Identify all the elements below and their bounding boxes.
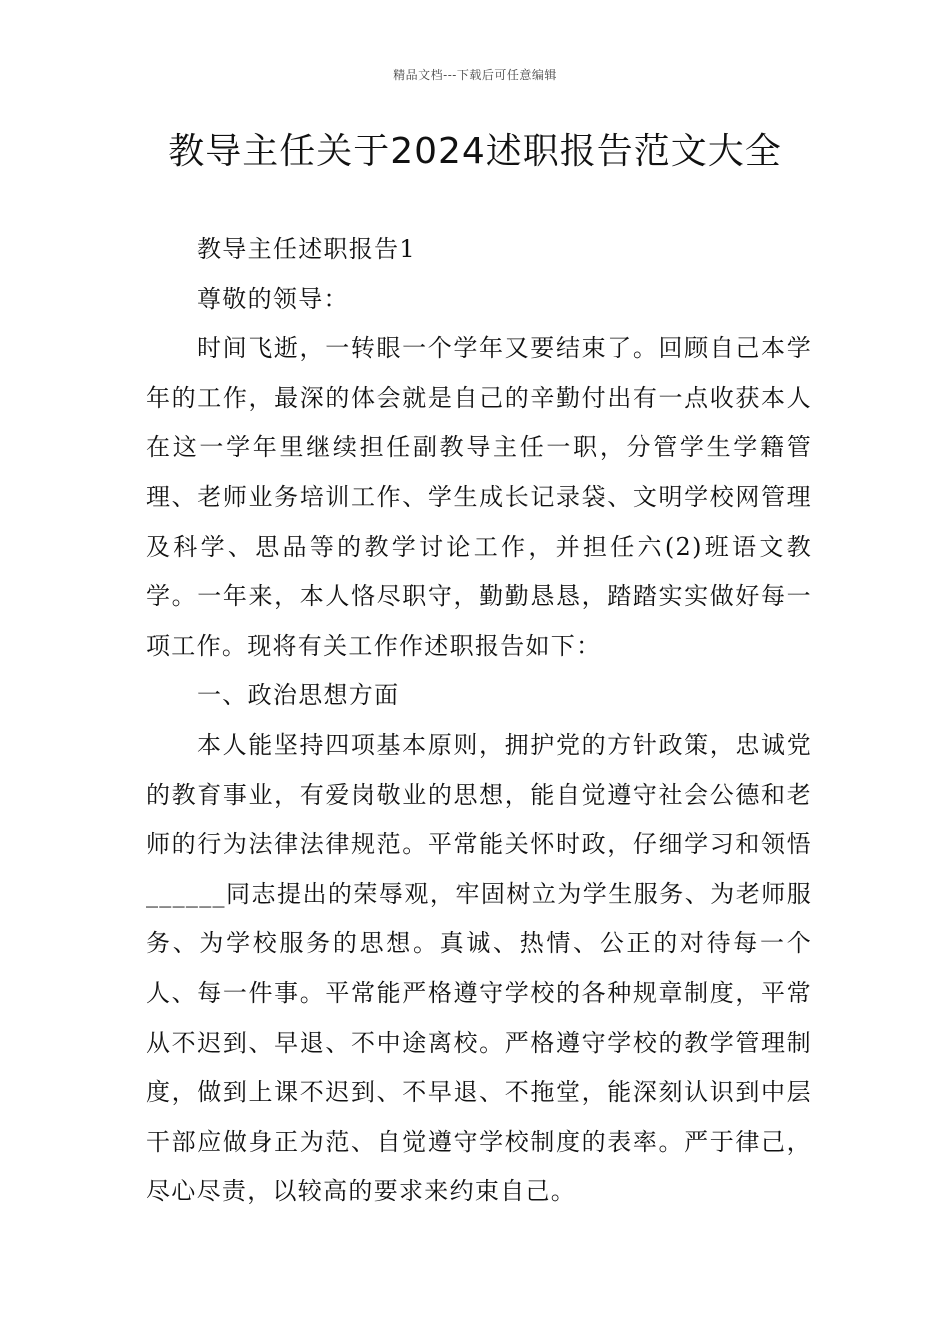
salutation: 尊敬的领导：: [197, 284, 349, 313]
intro-paragraph: 时间飞逝，一转眼一个学年又要结束了。回顾自己本学年的工作，最深的体会就是自己的辛勤付出有一点收获本人在这一学年里继续担任副教导主任一职，分管学生学籍管理、老师业务培训工作、学生成长记录袋、文明学校网管理及科学、思品等的教学讨论工作，并担任六(2)班语文教学。一年来，本人恪尽职守，勤勤恳恳，踏踏实实做好每一项工作。现将有关工作作述职报告如下：: [146, 334, 812, 660]
section-heading-report-1: 教导主任述职报告1: [197, 235, 416, 263]
document-title: 教导主任关于2024述职报告范文大全: [168, 131, 782, 172]
section-heading-political: 一、政治思想方面: [197, 681, 400, 710]
page-header-note: 精品文档---下载后可任意编辑: [393, 68, 557, 82]
political-paragraph: 本人能坚持四项基本原则，拥护党的方针政策，忠诚党的教育事业，有爱岗敬业的思想，能自觉遵守社会公德和老师的行为法律法律规范。平常能关怀时政，仔细学习和领悟______同志提出的荣辱观，牢固树立为学生服务、为老师服务、为学校服务的思想。真诚、热情、公正的对待每一个人、每一件事。平常能严格遵守学校的各种规章制度，平常从不迟到、早退、不中途离校。严格遵守学校的教学管理制度，做到上课不迟到、不早退、不拖堂，能深刻认识到中层干部应做身正为范、自觉遵守学校制度的表率。严于律己，尽心尽责，以较高的要求来约束自己。: [146, 730, 812, 1206]
document-body: [146, 225, 812, 1217]
